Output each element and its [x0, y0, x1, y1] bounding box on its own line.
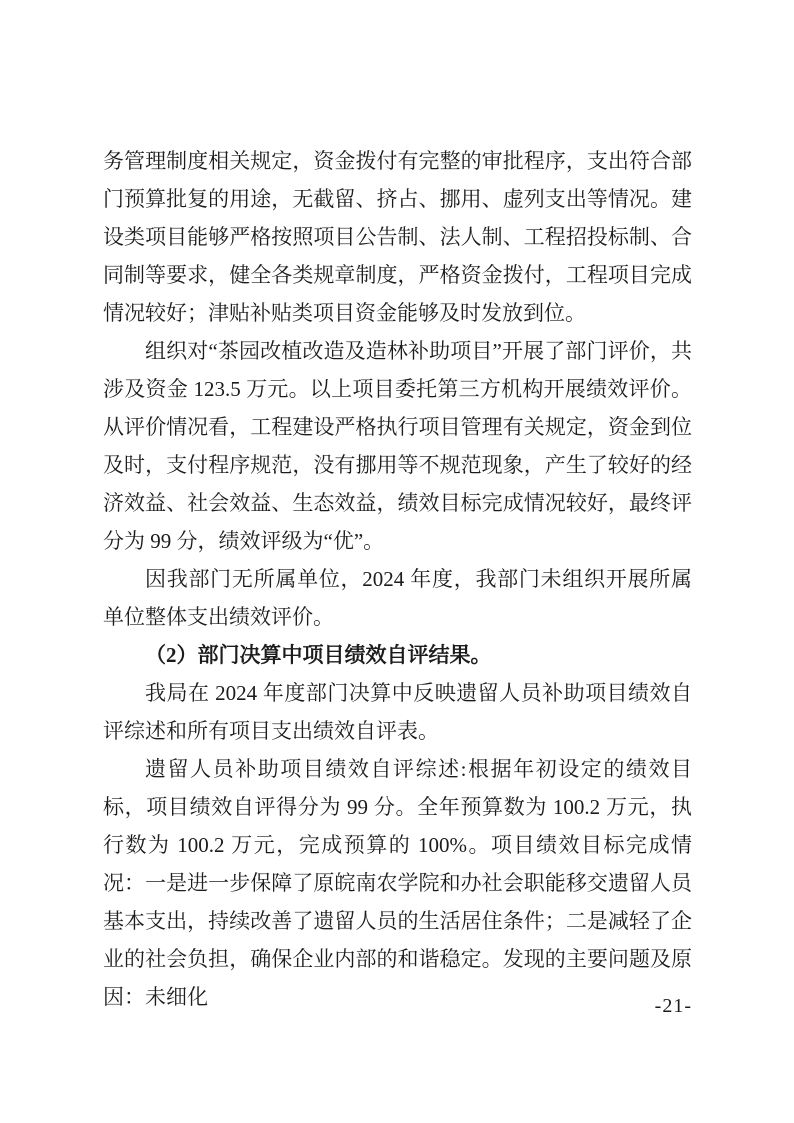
body-paragraph-legacy-personnel-summary: 遗留人员补助项目绩效自评综述:根据年初设定的绩效目标，项目绩效自评得分为 99 分。全年预算数为 100.2 万元，执行数为 100.2 万元，完成预算的 100%。项目绩效目标完成情况：一是进一步保障了原皖南农学院和办社会职能移交遗留人员基本支出，持续改善了遗留人员的生活居住条件；二是减轻了企业的社会负担，确保企业内部的和谐稳定。发现的主要问题及原因：未细化	[103, 757, 692, 1009]
body-paragraph-department-evaluation: 组织对“茶园改植改造及造林补助项目”开展了部门评价，共涉及资金 123.5 万元。以上项目委托第三方机构开展绩效评价。从评价情况看，工程建设严格执行项目管理有关规定，资金到位及时，支付程序规范，没有挪用等不规范现象，产生了较好的经济效益、社会效益、生态效益，绩效目标完成情况较好，最终评分为 99 分，绩效评级为“优”。	[103, 339, 692, 553]
document-body	[103, 142, 692, 1016]
section-heading-self-evaluation-results: （2）部门决算中项目绩效自评结果。	[145, 643, 492, 667]
body-paragraph-no-subordinate-units: 因我部门无所属单位，2024 年度，我部门未组织开展所属单位整体支出绩效评价。	[103, 567, 692, 629]
page-number: -21-	[654, 995, 692, 1017]
body-paragraph-continuation: 务管理制度相关规定，资金拨付有完整的审批程序，支出符合部门预算批复的用途，无截留、挤占、挪用、虚列支出等情况。建设类项目能够严格按照项目公告制、法人制、工程招投标制、合同制等要求，健全各类规章制度，严格资金拨付，工程项目完成情况较好；津贴补贴类项目资金能够及时发放到位。	[103, 149, 692, 325]
body-paragraph-final-accounts-reflection: 我局在 2024 年度部门决算中反映遗留人员补助项目绩效自评综述和所有项目支出绩效自评表。	[103, 681, 692, 743]
